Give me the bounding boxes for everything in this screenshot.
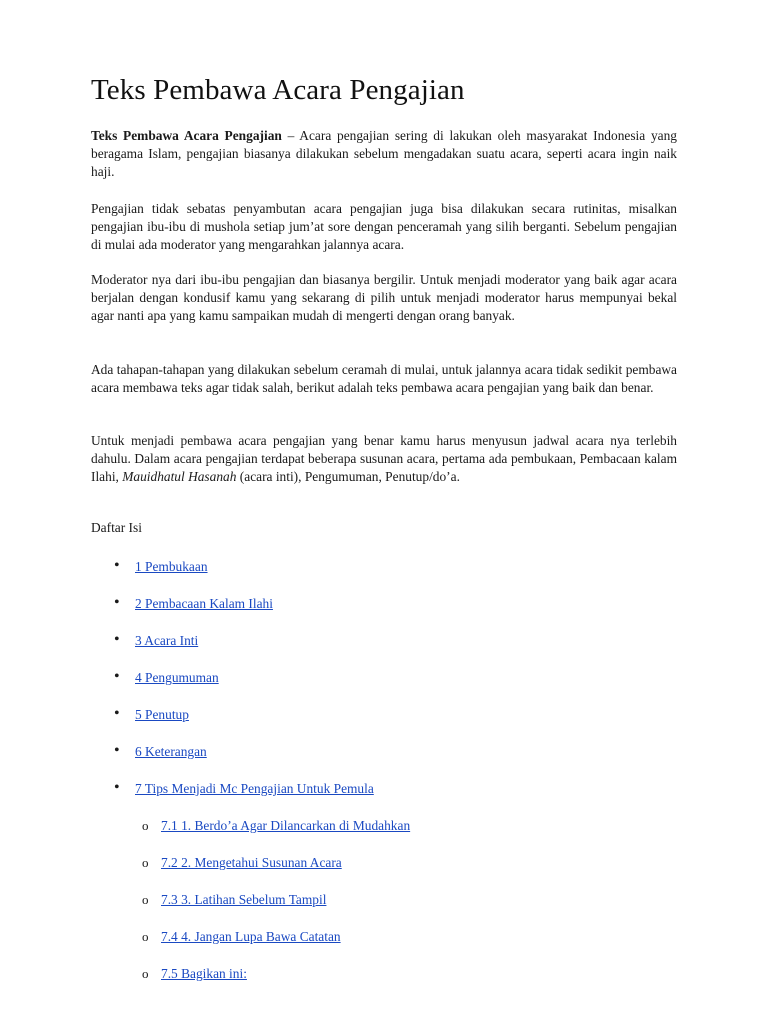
toc-link-pembukaan[interactable]: 1 Pembukaan [135, 559, 208, 574]
toc-item [114, 631, 199, 650]
bullet-circle-icon: o [142, 929, 149, 944]
toc-link-pembacaan-kalam-ilahi[interactable]: 2 Pembacaan Kalam Ilahi [135, 596, 273, 611]
toc-link-tips-mc[interactable]: 7 Tips Menjadi Mc Pengajian Untuk Pemula [135, 781, 374, 796]
toc-link-berdoa[interactable]: 7.1 1. Berdo’a Agar Dilancarkan di Mudahkan [161, 818, 411, 833]
paragraph-5 [91, 432, 677, 485]
toc-item [114, 668, 219, 687]
toc-subitem [142, 854, 342, 872]
intro-paragraph [91, 127, 677, 180]
toc-link-penutup[interactable]: 5 Penutup [135, 707, 189, 722]
bullet-disc-icon: • [114, 779, 120, 796]
toc-link-latihan[interactable]: 7.3 3. Latihan Sebelum Tampil [161, 892, 327, 907]
bullet-circle-icon: o [142, 855, 149, 870]
bullet-disc-icon: • [114, 668, 120, 685]
paragraph-2: Pengajian tidak sebatas penyambutan acara pengajian juga bisa dilakukan secara rutinitas, misalkan pengajian ibu-ibu di mushola setiap jum’at sore dengan penceramah yang silih berganti. Sebelum pengajian di mulai ada moderator yang mengarahkan jalannya acara. [91, 201, 677, 252]
paragraph-5-italic: Mauidhatul Hasanah [122, 468, 237, 484]
paragraph-4: Ada tahapan-tahapan yang dilakukan sebelum ceramah di mulai, untuk jalannya acara tidak sedikit pembawa acara membawa teks agar tidak salah, berikut adalah teks pembawa acara pengajian yang baik dan benar. [91, 362, 677, 395]
toc-subitem [142, 817, 411, 835]
bullet-circle-icon: o [142, 818, 149, 833]
paragraph-5-text-a: Untuk menjadi pembawa acara pengajian yang benar kamu harus menyusun jadwal acara nya terlebih dahulu. Dalam acara pengajian terdapat beberapa susunan acara, pertama ada pembukaan, Pembacaan kalam Ilahi, [91, 433, 677, 484]
toc-item [114, 557, 208, 576]
intro-bold-term: Teks Pembawa Acara Pengajian [91, 128, 282, 143]
toc-item [114, 779, 374, 798]
toc-heading: Daftar Isi [91, 520, 142, 535]
paragraph-5-text-b: (acara inti), Pengumuman, Penutup/do’a. [236, 468, 460, 484]
toc-link-acara-inti[interactable]: 3 Acara Inti [135, 633, 199, 648]
toc-link-catatan[interactable]: 7.4 4. Jangan Lupa Bawa Catatan [161, 929, 341, 944]
intro-text: – Acara pengajian sering di lakukan oleh masyarakat Indonesia yang beragama Islam, pengajian biasanya dilakukan sebelum mengadakan suatu acara, seperti acara ingin naik haji. [91, 128, 677, 179]
toc-subitem [142, 965, 247, 983]
bullet-disc-icon: • [114, 557, 120, 574]
toc-link-keterangan[interactable]: 6 Keterangan [135, 744, 207, 759]
bullet-disc-icon: • [114, 705, 120, 722]
bullet-disc-icon: • [114, 594, 120, 611]
bullet-circle-icon: o [142, 966, 149, 981]
toc-subitem [142, 891, 327, 909]
toc-link-susunan-acara[interactable]: 7.2 2. Mengetahui Susunan Acara [161, 855, 342, 870]
bullet-circle-icon: o [142, 892, 149, 907]
paragraph-3: Moderator nya dari ibu-ibu pengajian dan biasanya bergilir. Untuk menjadi moderator yang baik agar acara berjalan dengan kondusif kamu yang sekarang di pilih untuk menjadi moderator harus mempunyai bekal agar nanti apa yang kamu sampaikan mudah di mengerti dengan orang banyak. [91, 272, 677, 323]
toc-subitem [142, 928, 341, 946]
toc-item [114, 742, 207, 761]
page-title: Teks Pembawa Acara Pengajian [91, 74, 465, 106]
toc-link-bagikan[interactable]: 7.5 Bagikan ini: [161, 966, 247, 981]
bullet-disc-icon: • [114, 742, 120, 759]
toc-item [114, 705, 189, 724]
toc-item [114, 594, 273, 613]
bullet-disc-icon: • [114, 631, 120, 648]
toc-link-pengumuman[interactable]: 4 Pengumuman [135, 670, 219, 685]
